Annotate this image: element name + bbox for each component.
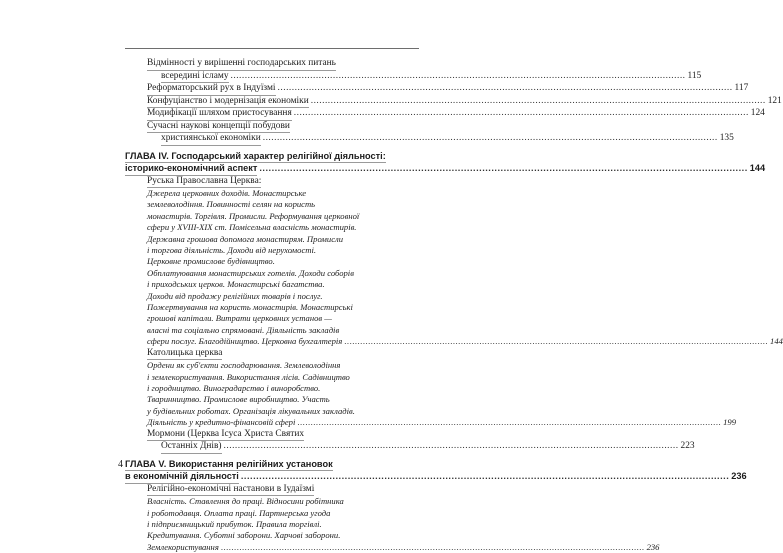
leader-dots: ................................................................................................................................................................ (220, 541, 645, 552)
toc-line-text: і приходських церков. Монастирські багатства. (147, 279, 325, 290)
toc-line (147, 360, 422, 371)
toc-section (125, 484, 422, 497)
toc-section (125, 428, 695, 454)
toc-line-text: всередині ісламу (161, 71, 229, 84)
leader-dots: ................................................................................................................................................................ (344, 336, 769, 347)
toc-line (147, 519, 422, 530)
toc-section (125, 348, 422, 361)
toc-line (147, 484, 422, 497)
toc-line (125, 151, 422, 164)
toc-line (147, 256, 422, 267)
toc-line (125, 163, 766, 176)
toc-line-text: Діяльність у кредитно-фінансовій сфері (147, 417, 296, 428)
toc-page-number: 199 (723, 417, 737, 428)
toc-page-number: 144 (770, 336, 783, 347)
toc-page-number: 236 (731, 471, 747, 482)
leader-dots: ................................................................................................................................................................ (310, 95, 766, 106)
toc-line-text: і підприємницький прибуток. Правила торгівлі. (147, 518, 322, 529)
toc-section (125, 95, 782, 109)
toc-line (147, 291, 422, 302)
leader-dots: ................................................................................................................................................................ (293, 108, 749, 118)
toc-page-number: 236 (646, 541, 660, 552)
toc-line-text: Джерела церковних доходів. Монастирське (147, 188, 307, 198)
toc-section (125, 83, 749, 96)
toc-line (147, 325, 422, 336)
toc-line-text: сфери послуг. Благодійництво. Церковна бухгалтерія (147, 336, 343, 347)
toc-line-text: і торгова діяльність. Доходи від нерухомості. (147, 245, 317, 256)
toc-subtopics (125, 360, 737, 428)
toc-line-text: Тваринництво. Промислове виробництво. Участь (147, 394, 330, 405)
toc-line (147, 429, 422, 442)
toc-line-text: Відмінності у вирішенні господарських питань (147, 58, 336, 71)
leader-dots: ................................................................................................................................................................ (262, 133, 718, 143)
toc-line (147, 176, 422, 189)
toc-line (147, 245, 422, 256)
toc-line (147, 313, 422, 324)
toc-line-text: грошові капітали. Витрати церковних установ — (147, 313, 332, 324)
leader-dots: ................................................................................................................................................................ (223, 441, 679, 452)
toc-line-text: Сучасні наукові концепції побудови (147, 121, 290, 134)
page-number: 4 (118, 459, 123, 470)
toc-line (147, 336, 783, 347)
leader-dots: ................................................................................................................................................................ (297, 417, 722, 428)
toc-page-number: 144 (749, 163, 766, 173)
toc-page-number: 223 (680, 441, 695, 452)
toc-page-number: 121 (767, 95, 782, 106)
table-of-contents (125, 58, 783, 553)
toc-line (147, 211, 422, 222)
toc-line (147, 199, 422, 210)
toc-page-number: 115 (687, 70, 702, 81)
leader-dots: ................................................................................................................................................................ (259, 163, 748, 173)
toc-line-text: і городництво. Виноградарство і виноробство. (147, 383, 321, 393)
toc-page-number: 117 (734, 83, 749, 93)
toc-line-text: і землекористування. Використання лісів. Садівництво (147, 371, 350, 382)
toc-line-text: Мормони (Церква Ісуса Христа Святих (147, 429, 304, 442)
toc-line (147, 58, 422, 71)
toc-line (147, 121, 422, 134)
toc-line-text: Церковне промислове будівництво. (147, 256, 275, 267)
toc-line-text: і роботодавця. Оплата праці. Партнерська угода (147, 507, 331, 518)
header-rule (125, 48, 419, 49)
toc-line-text: у будівельних роботах. Організація лікувальних закладів. (147, 405, 355, 416)
toc-line (147, 268, 422, 279)
toc-line-text: християнської економіки (161, 133, 261, 146)
toc-line-text: Кредитування. Суботні заборони. Харчові заборони. (147, 530, 341, 541)
toc-line-text: сфери у XVIII-XIX ст. Помісельна власність монастирів. (147, 222, 357, 233)
toc-line-text: історико-економічний аспект (125, 163, 257, 176)
toc-line (147, 530, 422, 541)
leader-dots: ................................................................................................................................................................ (230, 70, 686, 81)
toc-line-text: Руська Православна Церква: (147, 176, 261, 189)
toc-line-text: ГЛАВА IV. Господарський характер релігійної діяльності: (125, 151, 386, 164)
toc-line (147, 441, 695, 454)
toc-subtopics (125, 496, 660, 553)
toc-line (147, 83, 749, 96)
toc-line-text: Католицька церква (147, 348, 222, 361)
toc-line (147, 95, 782, 109)
toc-line-text: Ордени як суб'єкти господарювання. Землеволодіння (147, 360, 341, 371)
toc-section (125, 108, 765, 121)
toc-line (147, 234, 422, 245)
toc-line (147, 372, 422, 383)
toc-line (125, 459, 422, 472)
toc-line-text: власні та соціально спрямовані. Діяльність закладів (147, 324, 340, 335)
toc-line (147, 496, 422, 507)
toc-line (147, 508, 422, 519)
toc-line-text: ГЛАВА V. Використання релігійних установок (125, 459, 333, 472)
toc-line-text: Доходи від продажу релігійних товарів і послуг. (147, 290, 323, 301)
toc-line (147, 188, 422, 199)
toc-line (147, 417, 737, 428)
toc-line-text: Пожертвування на користь монастирів. Монастирські (147, 302, 353, 313)
toc-line (147, 279, 422, 290)
toc-line-text: землеволодіння. Повинності селян на користь (147, 199, 316, 210)
toc-line (147, 348, 422, 361)
toc-line (147, 133, 734, 146)
toc-page-number: 124 (750, 108, 765, 118)
toc-line-text: Власність. Ставлення до праці. Відносини робітника (147, 496, 344, 507)
leader-dots: ................................................................................................................................................................ (240, 471, 730, 482)
toc-line-text: Реформаторський рух в Індуїзмі (147, 83, 276, 96)
toc-page-number: 135 (719, 133, 734, 143)
toc-line-text: Конфуціанство і модернізація економіки (147, 96, 309, 109)
toc-line-text: монастирів. Торгівля. Промисли. Реформування церковної (147, 210, 360, 221)
toc-chapter (125, 458, 747, 484)
toc-line (125, 471, 747, 484)
toc-line-text: Державна грошова допомога монастирям. Промисли (147, 233, 344, 244)
toc-chapter (125, 150, 766, 176)
toc-line-text: Обплатуювання монастирських готелів. Доходи соборів (147, 267, 354, 278)
toc-line (147, 383, 422, 394)
toc-line (147, 406, 422, 417)
leader-dots: ................................................................................................................................................................ (277, 83, 733, 93)
toc-line-text: Землекористування (147, 541, 219, 552)
toc-line (147, 302, 422, 313)
toc-line (147, 394, 422, 405)
toc-subtopics (125, 188, 783, 348)
toc-section (125, 120, 734, 146)
toc-line-text: в економічній діяльності (125, 471, 239, 484)
toc-line-text: Модифікації шляхом пристосування (147, 108, 292, 121)
toc-line (147, 222, 422, 233)
toc-line (147, 541, 660, 553)
toc-section (125, 176, 422, 189)
toc-line-text: Останніх Днів) (161, 441, 222, 454)
toc-section (125, 58, 702, 83)
toc-line-text: Релігійно-економічні настанови в Іудаїзмі (147, 484, 314, 497)
toc-line (147, 70, 702, 84)
toc-line (147, 108, 765, 121)
